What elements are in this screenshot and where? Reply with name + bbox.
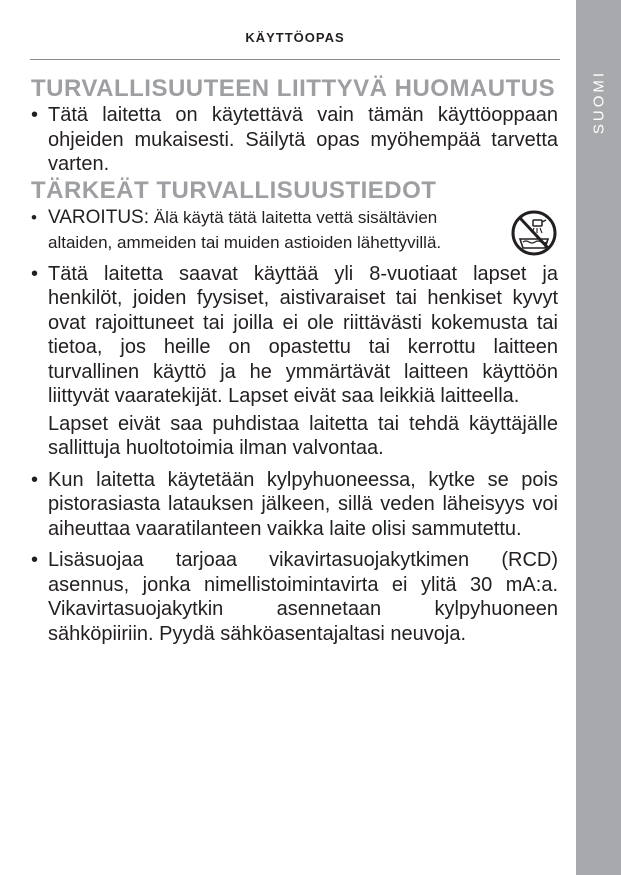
- safety-notice-list: [31, 103, 558, 177]
- header-divider: [30, 59, 560, 60]
- section-title-safety-notice: TURVALLISUUTEEN LIITTYVÄ HUOMAUTUS: [31, 75, 556, 102]
- content-column: [31, 75, 558, 646]
- warning-text: Älä käytä tätä laitetta vettä sisältävien altaiden, ammeiden tai muiden astioiden lähettyvillä.: [48, 207, 442, 252]
- list-item: [31, 262, 558, 461]
- header-title: KÄYTTÖOPAS: [245, 30, 345, 45]
- warning-label: VAROITUS:: [48, 206, 149, 228]
- language-tab-label: SUOMI: [590, 69, 608, 135]
- section-title-important-safety: TÄRKEÄT TURVALLISUUSTIEDOT: [31, 176, 437, 204]
- warning-item: [31, 205, 558, 255]
- list-item: • Tätä laitetta on käytettävä vain tämän käyttöoppaan ohjeiden mukaisesti. Säilytä opas myöhempää tarvetta varten.: [31, 103, 558, 177]
- list-item-text-continued: Lapset eivät saa puhdistaa laitetta tai tehdä käyttäjälle sallittuja huoltotoimia ilman valvontaa.: [48, 412, 558, 459]
- important-safety-list: [31, 205, 558, 647]
- no-water-bath-icon: [510, 209, 558, 257]
- list-item: • Kun laitetta käytetään kylpyhuoneessa, kytke se pois pistorasiasta latauksen jälkeen, sillä veden läheisyys voi aiheuttaa vaaratilanteen vaikka laite olisi sammutettu.: [31, 468, 558, 542]
- list-item: • Lisäsuojaa tarjoaa vikavirtasuojakytkimen (RCD) asennus, jonka nimellistoimintavirta ei ylitä 30 mA:a. Vikavirtasuojakytkin asennetaan kylpyhuoneen sähköpiiriin. Pyydä sähköasentajaltasi neuvoja.: [31, 548, 558, 646]
- list-item-text: Tätä laitetta saavat käyttää yli 8-vuotiaat lapset ja henkilöt, joiden fyysiset, aistivaraiset tai henkiset kyvyt ovat rajoittuneet tai joilla ei ole riittävästi kokemusta tai tietoa, jos heille on opastettu tai kerrottu laitteen turvallinen käyttö ja he ymmärtävät laitteen käyttöön liittyvät vaaratekijät. Lapset eivät saa leikkiä laitteella.: [48, 262, 558, 407]
